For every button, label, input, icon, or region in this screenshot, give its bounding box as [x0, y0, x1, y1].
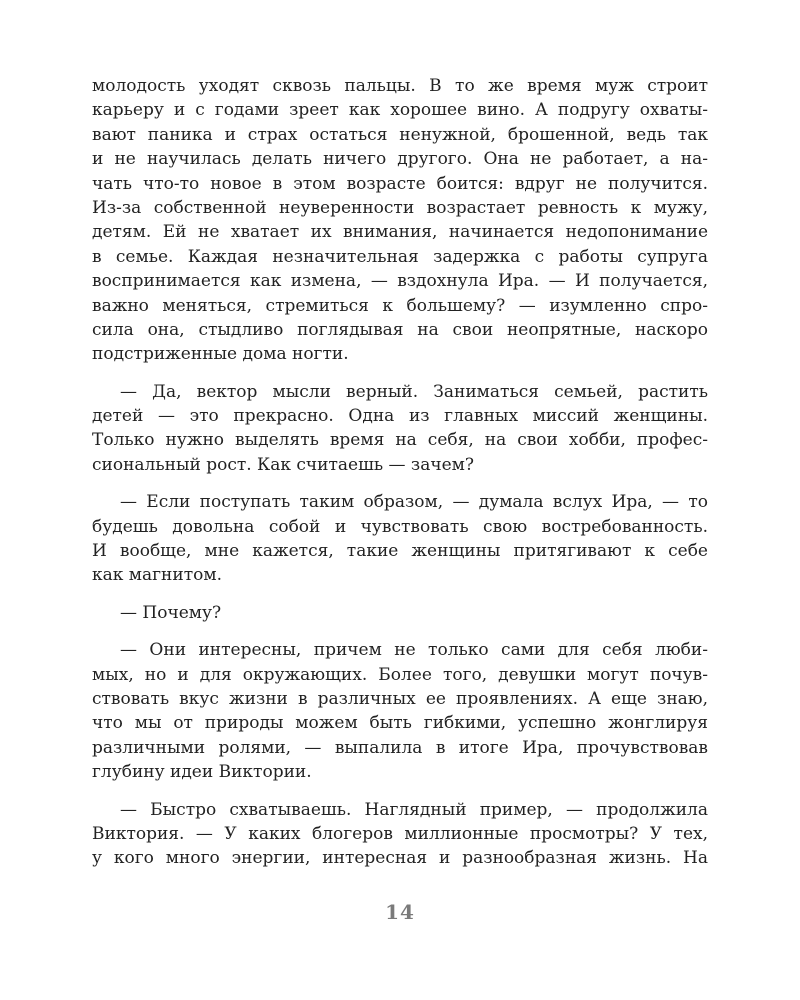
text-line: будешь довольна собой и чувствовать свою востребованность. — [92, 516, 708, 537]
text-line: мых, но и для окружающих. Более того, девушки могут почув- — [92, 664, 708, 685]
page-number: 14 — [385, 900, 415, 924]
text-line: как магнитом. — [92, 565, 222, 586]
paragraph-2 — [92, 380, 708, 478]
text-line: детям. Ей не хватает их внимания, начинается недопонимание — [92, 222, 708, 243]
text-line: что мы от природы можем быть гибкими, успешно жонглируя — [92, 713, 708, 734]
page-body — [92, 74, 708, 884]
text-line: детей — это прекрасно. Одна из главных миссий женщины. — [92, 406, 708, 427]
text-line: сила она, стыдливо поглядывая на свои неопрятные, наскоро — [92, 319, 708, 340]
text-line: И вообще, мне кажется, такие женщины притягивают к себе — [92, 541, 708, 562]
paragraph-5 — [92, 638, 708, 784]
paragraph-1 — [92, 74, 708, 367]
text-line: в семье. Каждая незначительная задержка с работы супруга — [92, 246, 708, 267]
text-line: Только нужно выделять время на себя, на свои хобби, профес- — [92, 430, 708, 451]
text-line: воспринимается как измена, — вздохнула Ира. — И получается, — [92, 271, 708, 292]
text-line: и не научилась делать ничего другого. Она не работает, а на- — [92, 149, 708, 170]
text-line: — Они интересны, причем не только сами для себя люби- — [120, 640, 708, 661]
text-line: — Почему? — [120, 602, 222, 623]
paragraph-6 — [92, 798, 708, 871]
text-line: — Если поступать таким образом, — думала вслух Ира, — то — [120, 492, 708, 513]
text-line: ствовать вкус жизни в различных ее проявлениях. А еще знаю, — [92, 688, 708, 709]
paragraph-4 — [92, 601, 708, 625]
text-line: важно меняться, стремиться к большему? — изумленно спро- — [92, 295, 708, 316]
text-line: у кого много энергии, интересная и разнообразная жизнь. На — [92, 848, 708, 869]
text-line: молодость уходят сквозь пальцы. В то же время муж строит — [92, 76, 708, 96]
text-line: различными ролями, — выпалила в итоге Ира, прочувствовав — [92, 737, 708, 758]
text-line: вают паника и страх остаться ненужной, брошенной, ведь так — [92, 124, 708, 145]
text-line: глубину идеи Виктории. — [92, 762, 312, 783]
text-line: чать что-то новое в этом возрасте боится: вдруг не получится. — [92, 173, 708, 194]
text-line: карьеру и с годами зреет как хорошее вино. А подругу охваты- — [92, 100, 708, 121]
text-line: подстриженные дома ногти. — [92, 344, 349, 365]
text-line: Виктория. — У каких блогеров миллионные просмотры? У тех, — [92, 823, 708, 844]
text-line: — Быстро схватываешь. Наглядный пример, — продолжила — [120, 799, 708, 820]
text-line: — Да, вектор мысли верный. Заниматься семьей, растить — [120, 381, 708, 402]
paragraph-3 — [92, 490, 708, 588]
text-line: сиональный рост. Как считаешь — зачем? — [92, 454, 474, 475]
text-line: Из-за собственной неуверенности возрастает ревность к мужу, — [92, 197, 708, 218]
